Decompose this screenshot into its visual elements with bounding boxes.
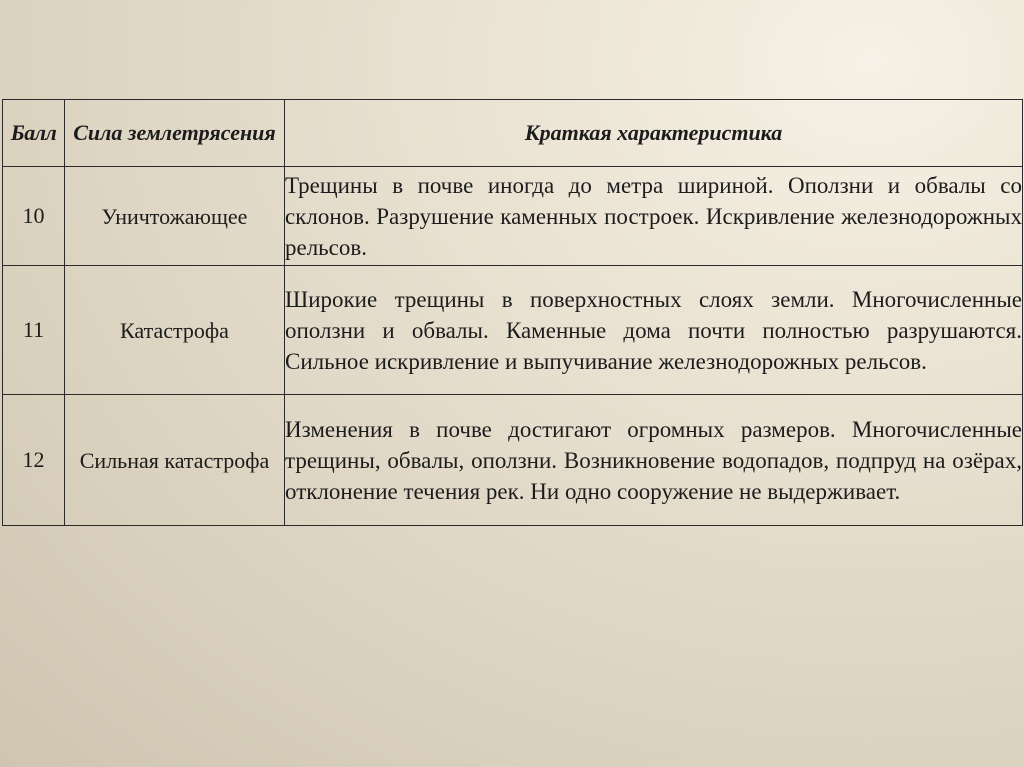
table-row [3, 395, 1023, 526]
header-ball: Балл [3, 100, 65, 167]
cell-ball: 12 [3, 395, 65, 526]
cell-ball: 11 [3, 266, 65, 395]
cell-description: Изменения в почве достигают огромных размеров. Многочисленные трещины, обвалы, оползни. Возникновение водопадов, подпруд на озёрах, отклонение течения рек. Ни одно сооружение не выдерживает. [285, 395, 1023, 526]
table-header-row [3, 100, 1023, 167]
cell-ball: 10 [3, 167, 65, 266]
cell-force: Катастрофа [65, 266, 285, 395]
cell-description: Трещины в почве иногда до метра шириной. Оползни и обвалы со склонов. Разрушение каменных построек. Искривление железнодорожных рельсов. [285, 167, 1023, 266]
cell-description: Широкие трещины в поверхностных слоях земли. Многочисленные оползни и обвалы. Каменные дома почти полностью разрушаются. Сильное искривление и выпучивание железнодорожных рельсов. [285, 266, 1023, 395]
cell-force: Сильная катастрофа [65, 395, 285, 526]
header-force: Сила землетрясения [65, 100, 285, 167]
earthquake-scale-table [2, 99, 1023, 526]
table-row [3, 266, 1023, 395]
header-description: Краткая характеристика [285, 100, 1023, 167]
table-row [3, 167, 1023, 266]
cell-force: Уничтожающее [65, 167, 285, 266]
